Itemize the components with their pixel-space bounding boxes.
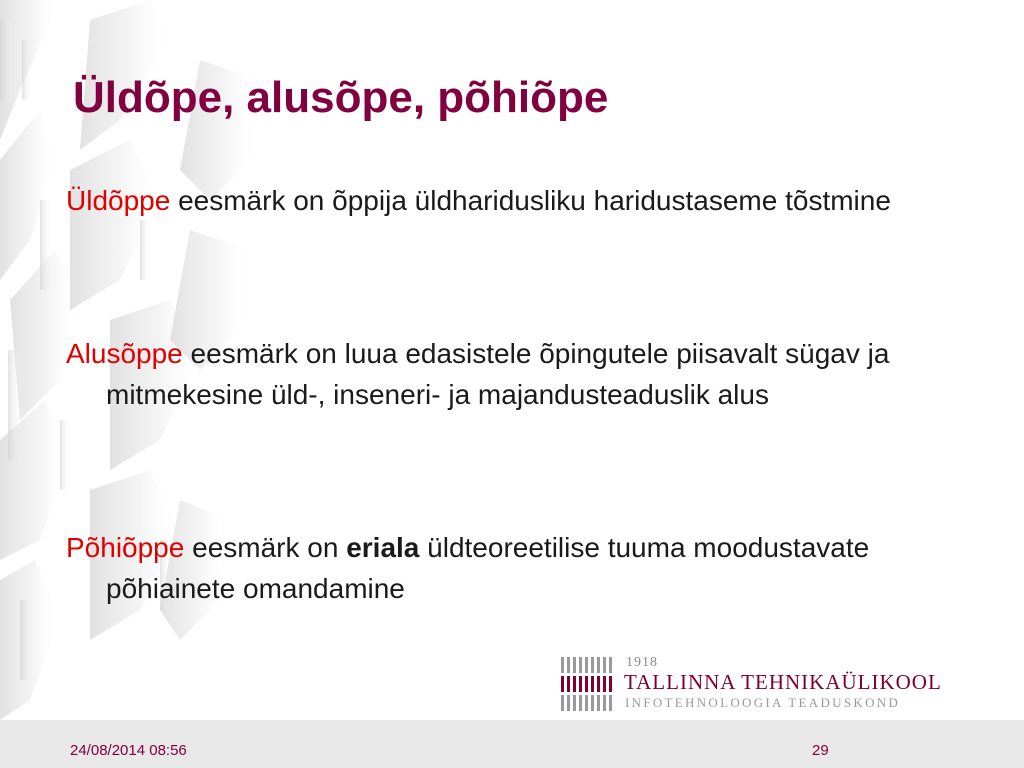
emphasis-eriala: eriala bbox=[346, 532, 420, 563]
paragraph-uldope bbox=[66, 180, 966, 221]
paragraph-alusope bbox=[66, 333, 966, 415]
term-alusope: Alusõppe bbox=[66, 338, 183, 369]
footer-date: 24/08/2014 08:56 bbox=[70, 742, 187, 759]
term-uldope: Üldõppe bbox=[66, 185, 171, 216]
paragraph-pohiope bbox=[66, 527, 966, 609]
slide-number: 29 bbox=[812, 742, 829, 759]
university-logo bbox=[561, 655, 961, 713]
paragraph-text-before: eesmärk on bbox=[184, 532, 347, 563]
paragraph-text: eesmärk on luua edasistele õpingutele piisavalt sügav ja mitmekesine üld-, inseneri- ja majandusteaduslik alus bbox=[106, 338, 890, 410]
term-pohiope: Põhiõppe bbox=[66, 532, 185, 563]
logo-university-name: TALLINNA TEHNIKAÜLIKOOL bbox=[624, 670, 942, 694]
logo-bars-icon bbox=[561, 657, 617, 711]
logo-department: INFOTEHNOLOOGIA TEADUSKOND bbox=[625, 695, 901, 710]
paragraph-text: eesmärk on õppija üldharidusliku haridustaseme tõstmine bbox=[170, 185, 891, 216]
paragraph-text-after: üldteoreetilise tuuma moodustavate põhiainete omandamine bbox=[106, 532, 870, 604]
logo-year: 1918 bbox=[626, 655, 658, 670]
slide-title: Üldõpe, alusõpe, põhiõpe bbox=[73, 73, 609, 122]
